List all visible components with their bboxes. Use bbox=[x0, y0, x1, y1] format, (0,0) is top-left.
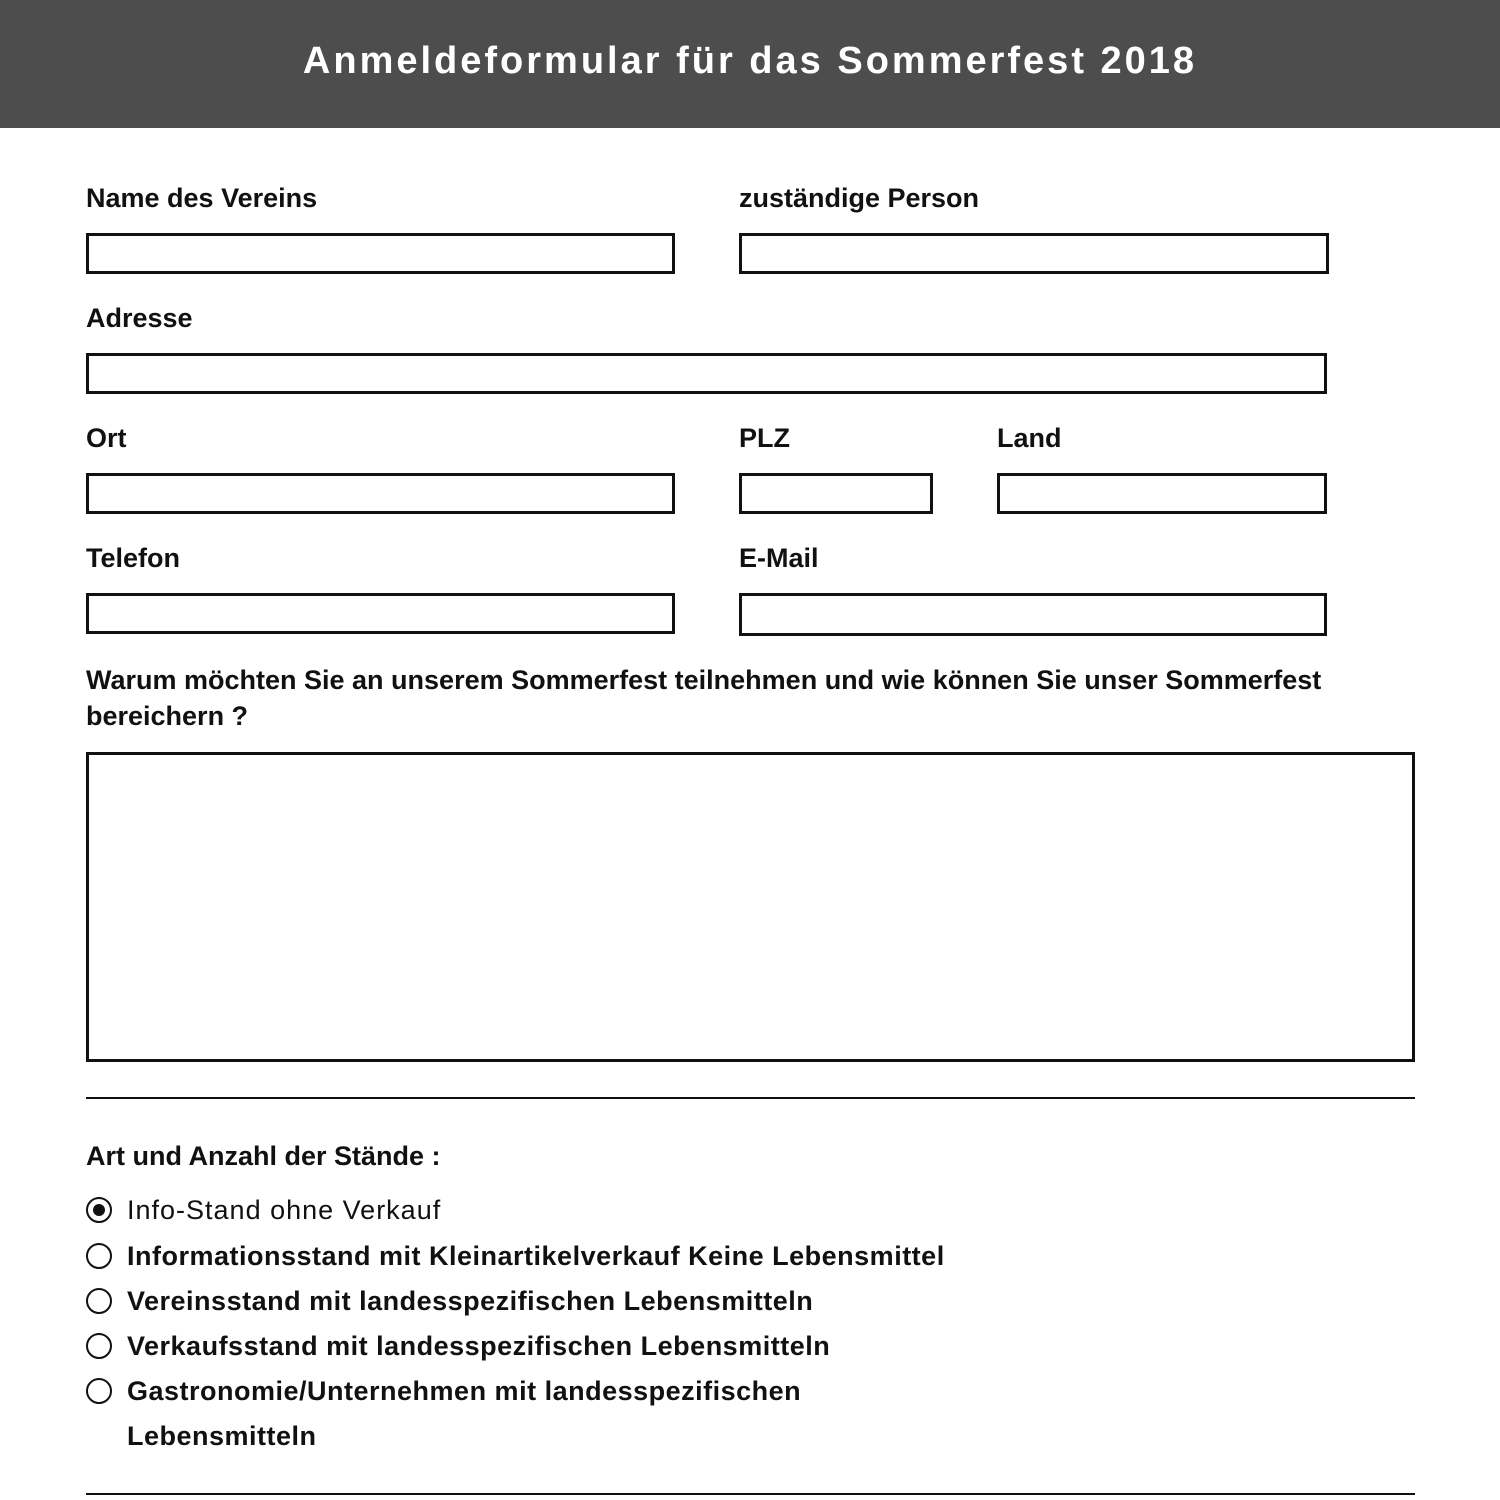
plz-input[interactable] bbox=[739, 473, 933, 514]
land-input[interactable] bbox=[997, 473, 1327, 514]
stand-option-info[interactable] bbox=[86, 1188, 1127, 1233]
plz-label: PLZ bbox=[739, 423, 790, 453]
land-label: Land bbox=[997, 423, 1062, 453]
verein-label: Name des Vereins bbox=[86, 183, 318, 213]
stand-option-label: Informationsstand mit Kleinartikelverkauf Keine Lebensmittel bbox=[127, 1241, 945, 1271]
radio-button[interactable] bbox=[86, 1333, 112, 1359]
form-header bbox=[0, 0, 1500, 128]
stands-heading: Art und Anzahl der Stände : bbox=[86, 1141, 441, 1171]
verein-input[interactable] bbox=[86, 233, 675, 274]
ort-label: Ort bbox=[86, 423, 127, 453]
stand-option-label: Info-Stand ohne Verkauf bbox=[127, 1195, 442, 1225]
question-textarea[interactable] bbox=[86, 752, 1415, 1062]
stand-option-kleinartikel[interactable] bbox=[86, 1234, 1127, 1279]
email-input[interactable] bbox=[739, 593, 1327, 636]
stand-option-verkaufsstand[interactable] bbox=[86, 1324, 1127, 1369]
stand-option-gastronomie[interactable] bbox=[86, 1369, 887, 1459]
telefon-label: Telefon bbox=[86, 543, 180, 573]
email-label: E-Mail bbox=[739, 543, 819, 573]
divider-bottom bbox=[86, 1493, 1415, 1495]
radio-button[interactable] bbox=[86, 1288, 112, 1314]
stand-option-vereinsstand[interactable] bbox=[86, 1279, 1127, 1324]
question-label: Warum möchten Sie an unserem Sommerfest teilnehmen und wie können Sie unser Sommerfest bereichern ? bbox=[86, 665, 1322, 731]
radio-button[interactable] bbox=[86, 1243, 112, 1269]
ort-input[interactable] bbox=[86, 473, 675, 514]
radio-button[interactable] bbox=[86, 1378, 112, 1404]
stand-option-label: Vereinsstand mit landesspezifischen Lebensmitteln bbox=[127, 1286, 814, 1316]
adresse-input[interactable] bbox=[86, 353, 1327, 394]
person-label: zuständige Person bbox=[739, 183, 980, 213]
telefon-input[interactable] bbox=[86, 593, 675, 634]
stand-option-label: Gastronomie/Unternehmen mit landesspezifischen Lebensmitteln bbox=[127, 1376, 802, 1451]
adresse-label: Adresse bbox=[86, 303, 193, 333]
radio-button[interactable] bbox=[86, 1197, 112, 1223]
stand-option-label: Verkaufsstand mit landesspezifischen Lebensmitteln bbox=[127, 1331, 831, 1361]
divider-top bbox=[86, 1097, 1415, 1099]
person-input[interactable] bbox=[739, 233, 1329, 274]
page-title: Anmeldeformular für das Sommerfest 2018 bbox=[302, 39, 1198, 82]
